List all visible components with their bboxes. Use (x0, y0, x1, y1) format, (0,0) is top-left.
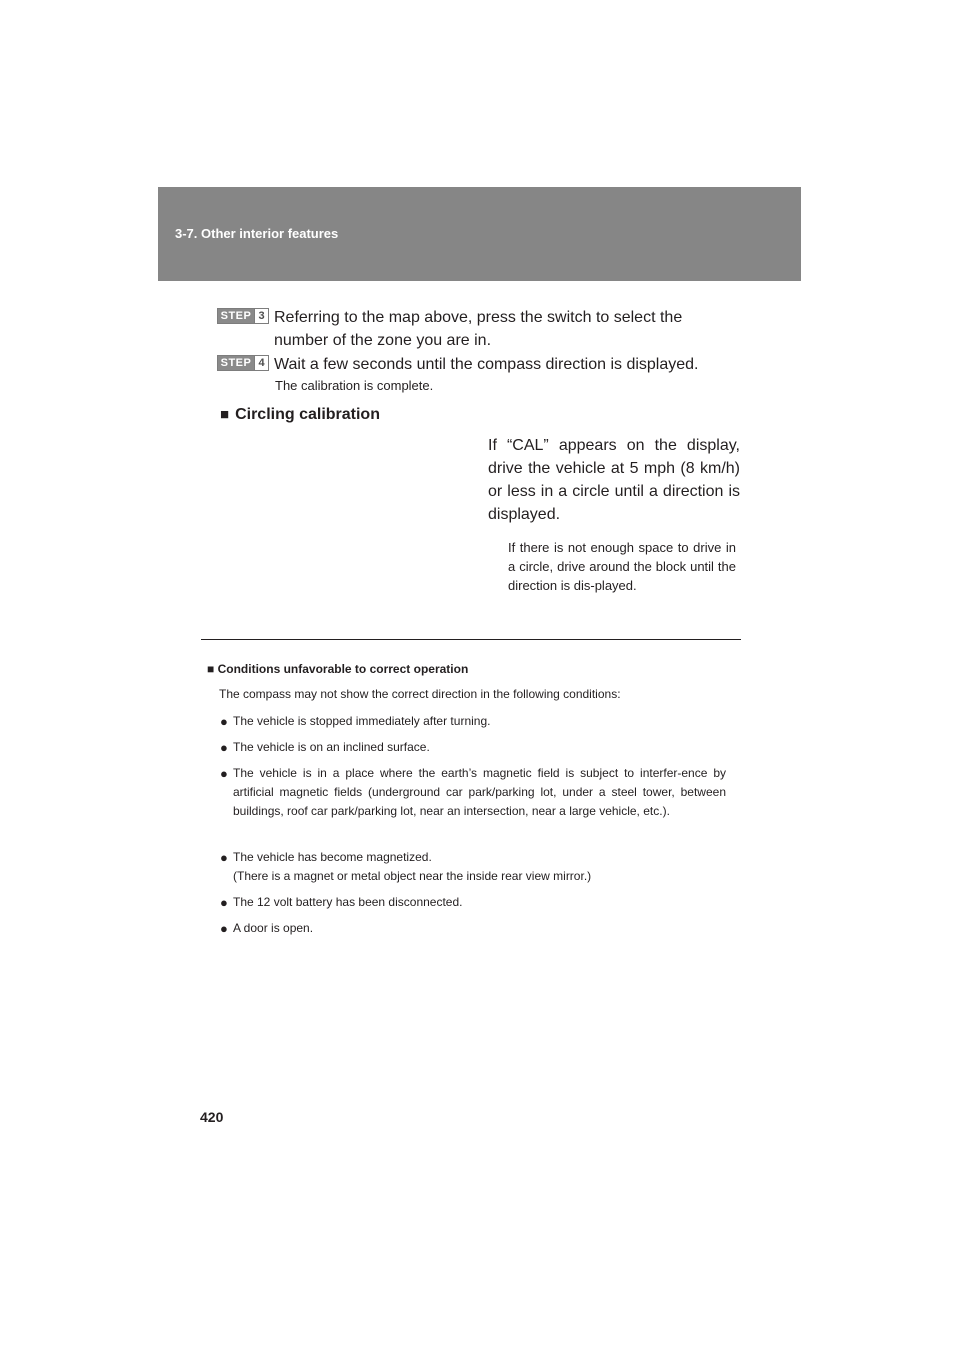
list-item-text: The 12 volt battery has been disconnected. (233, 895, 463, 909)
circling-calibration-callout: If “CAL” appears on the display, drive the vehicle at 5 mph (8 km/h) or less in a circle until a direction is displayed. (488, 437, 740, 523)
list-item-text: A door is open. (233, 921, 314, 935)
bullet-dot-icon: ● (220, 740, 228, 755)
list-item (220, 848, 726, 886)
step-badge (217, 308, 269, 324)
bullet-dot-icon: ● (220, 714, 228, 729)
list-item (220, 712, 726, 731)
page-number: 420 (200, 1109, 224, 1125)
step-badge-number: 4 (254, 356, 268, 370)
step-badge-word: STEP (218, 356, 254, 370)
list-item-text: The vehicle is in a place where the earth’s magnetic field is subject to interfer-ence by artificial magnetic fields (underground car park/parking lot, under a steel tower, between buildings, roof car park/parking lot, near an intersection, near a large vehicle, etc.). (233, 766, 726, 818)
notes-intro: The compass may not show the correct direction in the following conditions: (219, 687, 621, 701)
list-item-text: The vehicle is on an inclined surface. (233, 740, 430, 754)
step-4-subtext: The calibration is complete. (275, 378, 434, 393)
list-item (220, 919, 726, 938)
notes-heading-text: Conditions unfavorable to correct operation (217, 662, 469, 676)
step-badge (217, 355, 269, 371)
bullet-dot-icon: ● (220, 921, 228, 936)
bullet-dot-icon: ● (220, 766, 228, 781)
step-badge-word: STEP (218, 309, 254, 323)
list-item (220, 764, 726, 821)
circling-calibration-note: If there is not enough space to drive in a circle, drive around the block until the direction is dis-played. (508, 540, 736, 593)
square-bullet-icon: ■ (207, 662, 215, 676)
notes-heading (207, 662, 468, 676)
bullet-dot-icon: ● (220, 895, 228, 910)
step-4-text: Wait a few seconds until the compass direction is displayed. (274, 356, 699, 373)
section-divider (201, 639, 741, 640)
circling-calibration-heading (220, 406, 380, 424)
square-bullet-icon: ■ (220, 406, 230, 423)
list-item-text: The vehicle has become magnetized. (233, 850, 432, 864)
list-item (220, 893, 726, 912)
step-badge-number: 3 (254, 309, 268, 323)
bullet-dot-icon: ● (220, 850, 228, 865)
list-item-continuation: (There is a magnet or metal object near the inside rear view mirror.) (233, 869, 592, 883)
section-title: 3-7. Other interior features (175, 226, 339, 241)
section-header-bar (158, 187, 801, 281)
list-item (220, 738, 726, 757)
step-3-text: Referring to the map above, press the switch to select the number of the zone you are in. (274, 309, 683, 349)
circling-calibration-title: Circling calibration (235, 406, 380, 423)
list-item-text: The vehicle is stopped immediately after turning. (233, 714, 491, 728)
